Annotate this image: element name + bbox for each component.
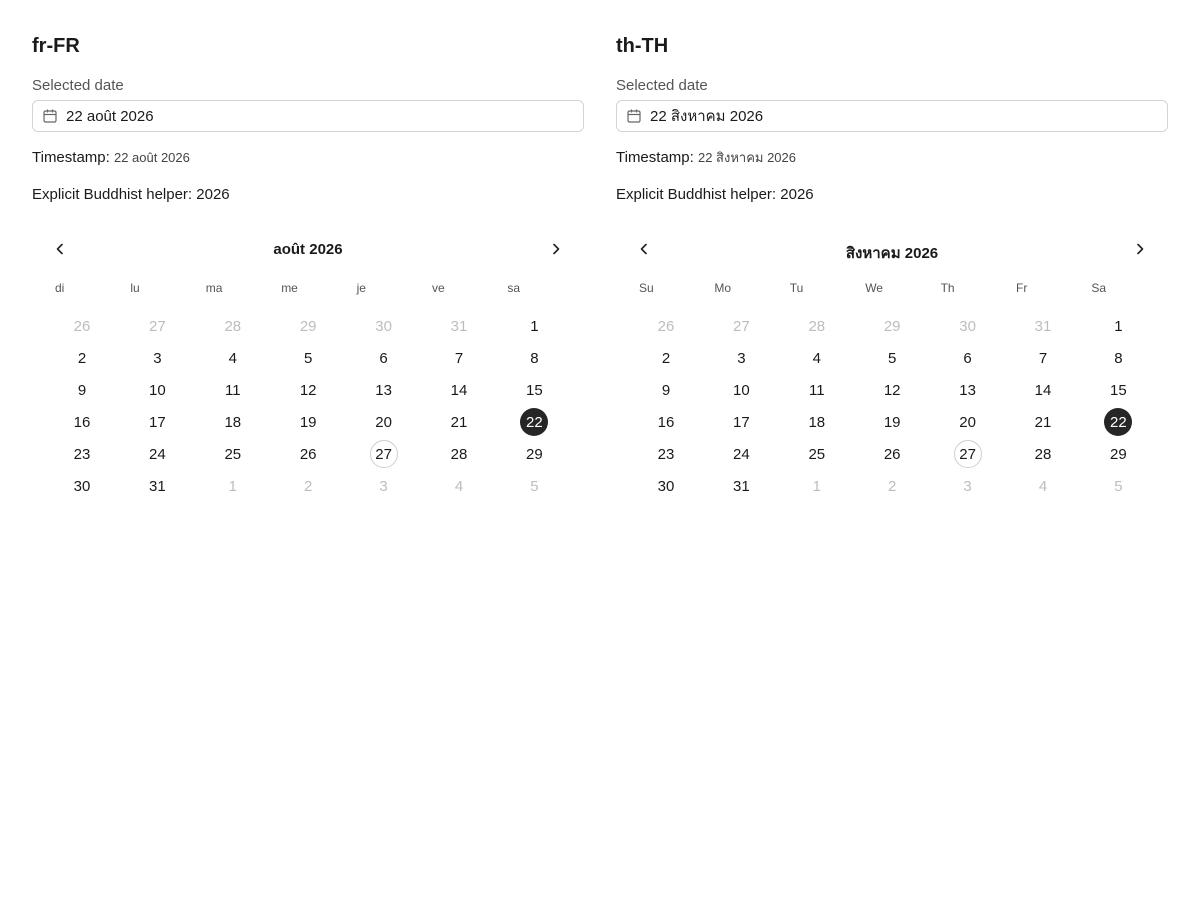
timestamp-value: 22 สิงหาคม 2026 xyxy=(697,150,796,165)
calendar-header xyxy=(44,232,572,268)
day-cell[interactable]: 13 xyxy=(959,381,976,399)
day-cell[interactable]: 4 xyxy=(812,349,821,367)
weekday-row xyxy=(628,281,1156,297)
weekday-label: ma xyxy=(205,281,223,295)
day-cell[interactable]: 2 xyxy=(77,349,87,367)
day-cell[interactable]: 20 xyxy=(959,413,976,431)
day-cell[interactable]: 2 xyxy=(888,477,897,495)
day-cell[interactable]: 21 xyxy=(1034,413,1052,431)
day-cell[interactable]: 31 xyxy=(450,317,468,335)
day-cell[interactable]: 20 xyxy=(375,413,392,431)
day-cell-selected[interactable]: 22 xyxy=(1104,408,1132,436)
weekday-label: Su xyxy=(639,281,654,295)
chevron-right-icon xyxy=(1133,242,1147,256)
weekday-label: me xyxy=(281,281,298,295)
day-cell[interactable]: 11 xyxy=(809,381,825,399)
weekday-label: sa xyxy=(507,281,521,295)
day-cell[interactable]: 4 xyxy=(1038,477,1048,495)
next-month-button[interactable] xyxy=(544,236,568,262)
day-cell[interactable]: 18 xyxy=(808,413,826,431)
selected-date-label: Selected date xyxy=(616,77,708,94)
day-cell[interactable]: 23 xyxy=(657,445,675,463)
timestamp-value: 22 août 2026 xyxy=(113,150,190,165)
day-cell[interactable]: 11 xyxy=(225,381,241,399)
day-cell[interactable]: 26 xyxy=(657,317,675,335)
day-cell[interactable]: 5 xyxy=(1114,477,1123,495)
next-month-button[interactable] xyxy=(1128,236,1152,262)
day-cell[interactable]: 5 xyxy=(304,349,313,367)
day-cell[interactable]: 27 xyxy=(733,317,750,335)
day-cell[interactable]: 12 xyxy=(299,381,317,399)
date-input[interactable] xyxy=(32,100,584,132)
day-cell[interactable]: 30 xyxy=(959,317,976,335)
day-cell[interactable]: 1 xyxy=(228,477,237,495)
day-cell[interactable]: 28 xyxy=(808,317,826,335)
timestamp-label: Timestamp: xyxy=(616,149,694,166)
weekday-row xyxy=(44,281,572,297)
day-cell[interactable]: 29 xyxy=(1110,445,1127,463)
day-cell[interactable]: 25 xyxy=(224,445,242,463)
day-cell[interactable]: 7 xyxy=(1038,349,1048,367)
day-cell[interactable]: 6 xyxy=(379,349,388,367)
day-cell[interactable]: 1 xyxy=(1114,317,1123,335)
day-cell[interactable]: 4 xyxy=(454,477,464,495)
day-cell[interactable]: 19 xyxy=(883,413,901,431)
day-cell[interactable]: 14 xyxy=(1034,381,1052,399)
locale-title: th-TH xyxy=(616,35,669,57)
calendar xyxy=(628,232,1156,495)
calendar-icon xyxy=(42,108,58,124)
weekday-label: ve xyxy=(432,281,445,295)
day-cell[interactable]: 19 xyxy=(299,413,317,431)
day-cell[interactable]: 14 xyxy=(450,381,468,399)
day-cell[interactable]: 17 xyxy=(733,413,750,431)
day-cell[interactable]: 10 xyxy=(733,381,750,399)
day-cell-today[interactable]: 27 xyxy=(954,440,982,468)
day-cell[interactable]: 5 xyxy=(530,477,539,495)
day-cell[interactable]: 30 xyxy=(657,477,675,495)
weekday-label: Tu xyxy=(789,281,804,295)
date-input[interactable] xyxy=(616,100,1168,132)
day-cell[interactable]: 26 xyxy=(883,445,901,463)
month-label: สิงหาคม 2026 xyxy=(845,245,939,262)
day-cell[interactable]: 28 xyxy=(224,317,242,335)
date-input-value: 22 août 2026 xyxy=(66,107,154,125)
day-cell[interactable]: 25 xyxy=(808,445,826,463)
day-cell[interactable]: 8 xyxy=(1114,349,1123,367)
month-label: août 2026 xyxy=(273,241,343,258)
day-cell-today[interactable]: 27 xyxy=(370,440,398,468)
date-input-value: 22 สิงหาคม 2026 xyxy=(650,108,764,125)
day-cell[interactable]: 3 xyxy=(379,477,388,495)
weekday-label: Sa xyxy=(1091,281,1107,295)
day-cell[interactable]: 31 xyxy=(149,477,166,495)
day-cell[interactable]: 16 xyxy=(73,413,91,431)
timestamp-label: Timestamp: xyxy=(32,149,110,166)
day-cell[interactable]: 28 xyxy=(1034,445,1052,463)
day-cell[interactable]: 26 xyxy=(73,317,91,335)
day-cell[interactable]: 13 xyxy=(375,381,392,399)
day-cell[interactable]: 1 xyxy=(812,477,821,495)
day-cell[interactable]: 29 xyxy=(883,317,901,335)
day-cell[interactable]: 31 xyxy=(733,477,750,495)
day-cell[interactable]: 24 xyxy=(733,445,750,463)
day-cell[interactable]: 3 xyxy=(963,477,972,495)
day-cell[interactable]: 12 xyxy=(883,381,901,399)
weekday-label: Mo xyxy=(714,281,732,295)
buddhist-helper-text: Explicit Buddhist helper: 2026 xyxy=(32,186,230,203)
day-cell[interactable]: 30 xyxy=(375,317,392,335)
day-cell[interactable]: 30 xyxy=(73,477,91,495)
weekday-label: Fr xyxy=(1016,281,1028,295)
timestamp-line xyxy=(32,149,190,167)
day-cell[interactable]: 18 xyxy=(224,413,242,431)
day-cell[interactable]: 2 xyxy=(661,349,671,367)
day-cell[interactable]: 26 xyxy=(299,445,317,463)
day-cell[interactable]: 3 xyxy=(153,349,162,367)
day-cell-selected[interactable]: 22 xyxy=(520,408,548,436)
day-cell[interactable]: 31 xyxy=(1034,317,1052,335)
day-cell[interactable]: 8 xyxy=(530,349,539,367)
day-cell[interactable]: 16 xyxy=(657,413,675,431)
day-cell[interactable]: 24 xyxy=(149,445,166,463)
day-cell[interactable]: 29 xyxy=(299,317,317,335)
weekday-label: je xyxy=(356,281,366,295)
day-cell[interactable]: 29 xyxy=(526,445,543,463)
day-cell[interactable]: 10 xyxy=(149,381,166,399)
weekday-label: Th xyxy=(940,281,955,295)
day-cell[interactable]: 9 xyxy=(661,381,671,399)
selected-date-label: Selected date xyxy=(32,77,124,94)
locale-title: fr-FR xyxy=(32,35,80,57)
day-cell[interactable]: 15 xyxy=(1110,381,1127,399)
day-cell[interactable]: 2 xyxy=(304,477,313,495)
chevron-right-icon xyxy=(549,242,563,256)
day-cell[interactable]: 21 xyxy=(450,413,468,431)
day-cell[interactable]: 17 xyxy=(149,413,166,431)
buddhist-helper-text: Explicit Buddhist helper: 2026 xyxy=(616,186,814,203)
weekday-label: lu xyxy=(130,281,140,295)
timestamp-line xyxy=(616,149,796,167)
day-cell[interactable]: 3 xyxy=(737,349,746,367)
day-cell[interactable]: 1 xyxy=(530,317,539,335)
weekday-label: di xyxy=(55,281,65,295)
day-cell[interactable]: 15 xyxy=(526,381,543,399)
day-cell[interactable]: 4 xyxy=(228,349,237,367)
calendar-header xyxy=(628,232,1156,268)
day-cell[interactable]: 6 xyxy=(963,349,972,367)
weekday-label: We xyxy=(865,281,883,295)
day-cell[interactable]: 9 xyxy=(77,381,87,399)
calendar-icon xyxy=(626,108,642,124)
day-cell[interactable]: 7 xyxy=(454,349,464,367)
day-cell[interactable]: 27 xyxy=(149,317,166,335)
day-cell[interactable]: 23 xyxy=(73,445,91,463)
day-cell[interactable]: 5 xyxy=(888,349,897,367)
calendar xyxy=(44,232,572,495)
day-cell[interactable]: 28 xyxy=(450,445,468,463)
